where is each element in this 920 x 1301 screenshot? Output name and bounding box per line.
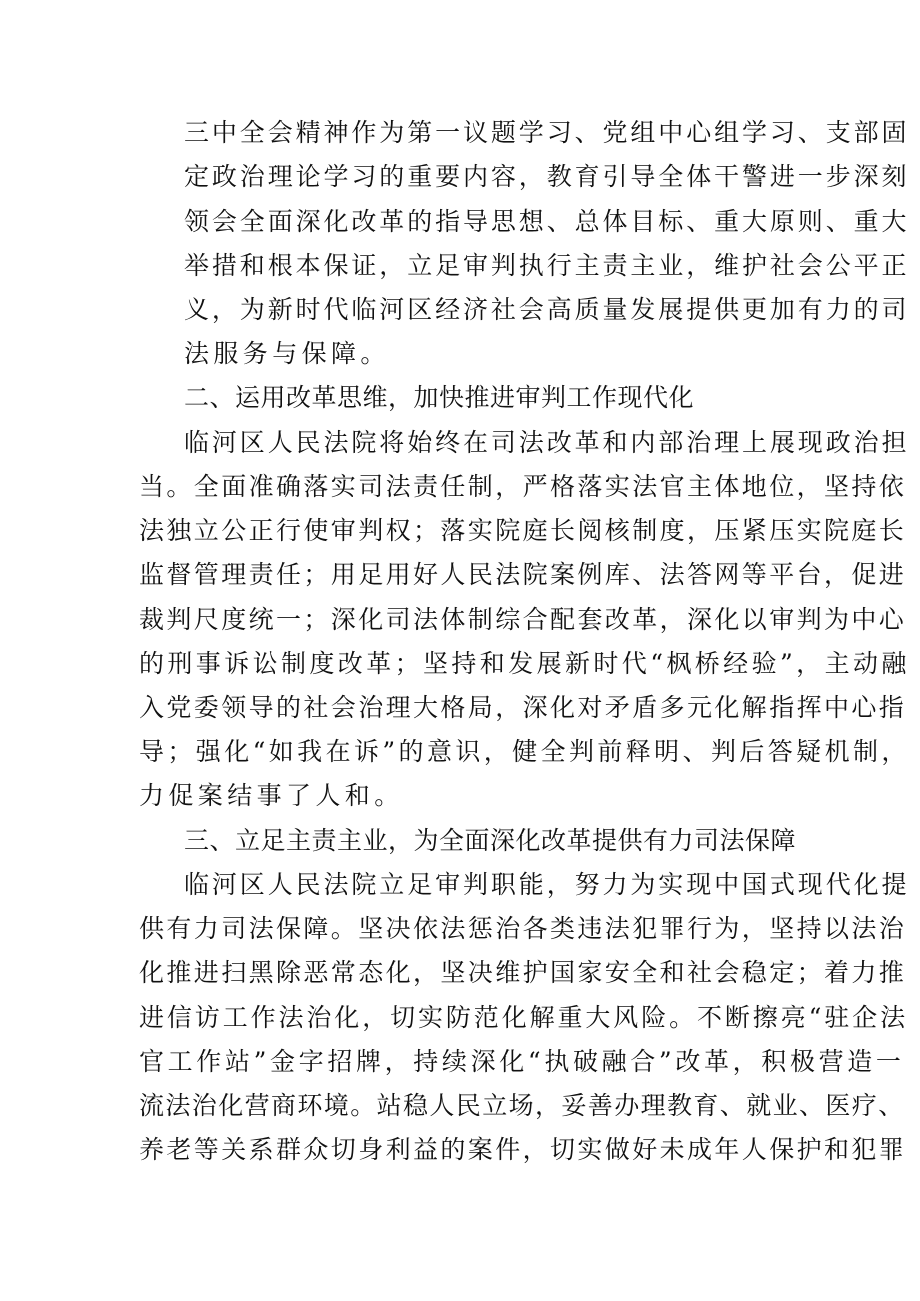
paragraph-line: 养老等关系群众切身利益的案件，切实做好未成年人保护和犯罪 xyxy=(139,1135,907,1164)
paragraph-line: 举措和根本保证，立足审判执行主责主业，维护社会公平正 xyxy=(184,251,910,280)
paragraph-line: 化推进扫黑除恶常态化，坚决维护国家安全和社会稳定；着力推 xyxy=(139,958,907,987)
paragraph-line: 当。全面准确落实司法责任制，严格落实法官主体地位，坚持依 xyxy=(139,472,907,501)
paragraph-line: 导；强化“如我在诉”的意识，健全判前释明、判后答疑机制， xyxy=(139,737,910,766)
paragraph-line: 官工作站”金字招牌，持续深化“执破融合”改革，积极营造一 xyxy=(139,1047,905,1076)
paragraph-line: 临河区人民法院将始终在司法改革和内部治理上展现政治担 xyxy=(184,428,910,457)
paragraph-line: 力促案结事了人和。 xyxy=(139,781,404,810)
paragraph-line: 入党委领导的社会治理大格局，深化对矛盾多元化解指挥中心指 xyxy=(139,693,907,722)
paragraph-line: 流法治化营商环境。站稳人民立场，妥善办理教育、就业、医疗、 xyxy=(139,1091,905,1120)
paragraph-line: 的刑事诉讼制度改革；坚持和发展新时代“枫桥经验”，主动融 xyxy=(139,649,910,678)
paragraph-line: 进信访工作法治化，切实防范化解重大风险。不断擦亮“驻企法 xyxy=(139,1003,908,1032)
section-heading: 三、立足主责主业，为全面深化改革提供有力司法保障 xyxy=(184,826,797,855)
paragraph-line: 法独立公正行使审判权；落实院庭长阅核制度，压紧压实院庭长 xyxy=(139,516,907,545)
paragraph-line: 义，为新时代临河区经济社会高质量发展提供更加有力的司 xyxy=(184,295,910,324)
section-heading: 二、运用改革思维，加快推进审判工作现代化 xyxy=(184,383,695,412)
paragraph-line: 定政治理论学习的重要内容，教育引导全体干警进一步深刻 xyxy=(184,162,910,191)
paragraph-line: 法服务与保障。 xyxy=(184,339,390,368)
paragraph-line: 领会全面深化改革的指导思想、总体目标、重大原则、重大 xyxy=(184,207,910,236)
paragraph-line: 临河区人民法院立足审判职能，努力为实现中国式现代化提 xyxy=(184,870,910,899)
paragraph-line: 三中全会精神作为第一议题学习、党组中心组学习、支部固 xyxy=(184,118,910,147)
paragraph-line: 监督管理责任；用足用好人民法院案例库、法答网等平台，促进 xyxy=(139,560,907,589)
paragraph-line: 供有力司法保障。坚决依法惩治各类违法犯罪行为，坚持以法治 xyxy=(139,914,907,943)
paragraph-line: 裁判尺度统一；深化司法体制综合配套改革，深化以审判为中心 xyxy=(139,605,907,634)
